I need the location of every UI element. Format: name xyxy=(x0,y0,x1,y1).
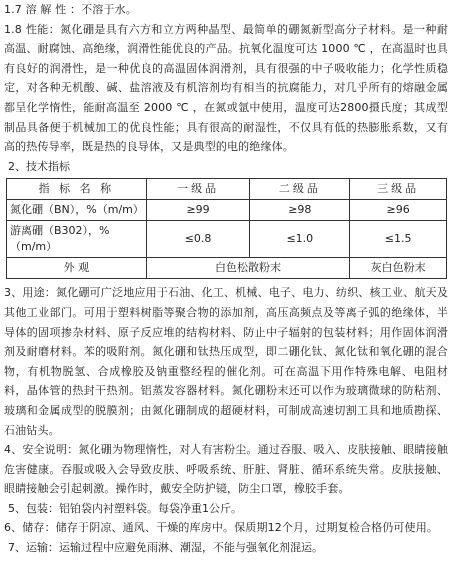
row-free-boron-grade3: ≤1.5 xyxy=(350,221,447,258)
header-cell-name: 指 标 名 称 xyxy=(7,179,147,200)
header-cell-grade1: 一级品 xyxy=(146,179,250,200)
appearance-grade12: 白色松散粉末 xyxy=(146,258,349,279)
tech-spec-table xyxy=(6,178,447,279)
header-cell-grade3: 三级品 xyxy=(350,179,447,200)
header-cell-grade2: 二级品 xyxy=(250,179,350,200)
table-row xyxy=(7,258,447,279)
transport-line: 7、运输：运输过程中应避免雨淋、潮湿，不能与强氧化剂混运。 xyxy=(8,541,323,555)
row-free-boron-grade1: ≤0.8 xyxy=(146,221,250,258)
storage-paragraph: 6、储存：储存于阴凉、通风、干燥的库房中。保质期12个月，过期复检合格仍可使用。 xyxy=(4,521,438,535)
row-label-free-boron: 游离硼（B302），%（m/m） xyxy=(7,221,147,258)
tech-spec-heading: 2、技术指标 xyxy=(8,159,70,173)
row-bn-grade2: ≥98 xyxy=(250,200,350,221)
document-body xyxy=(4,0,448,558)
table-header-row xyxy=(7,179,447,200)
row-label-bn: 氮化硼（BN），%（m/m） xyxy=(7,200,147,221)
row-bn-grade3: ≥96 xyxy=(350,200,447,221)
performance-paragraph: 1.8 性能：氮化硼是具有六方和立方两种晶型、最简单的硼氮新型高分子材料。是一种耐高温、耐腐蚀、高绝缘，润滑性能优良的产品。抗氧化温度可达 1000 ℃ ，在高温时也具有良好的润滑性，是一种优良的高温固体润滑剂，具有很强的中子吸收能力；化学性质稳定，对各种无机酸、碱、盐溶液及有机溶剂均有相当的抗腐能力，对几乎所有的熔融金属都呈化学惰性，能耐高温至 2000 ℃ ，在氮或氩中使用，温度可达2800摄氏度；其成型制品具备便于机械加工的优良性能；具有很高的耐湿性，不仅具有低的热膨胀系数，又有高的热传导率，既是热的良导体，又是典型的电的绝缘体。 xyxy=(4,22,448,154)
usage-paragraph: 3、用途：氮化硼可广泛地应用于石油、化工、机械、电子、电力、纺织、核工业、航天及其他工业部门。可用于塑料树脂等聚合物的添加剂，高压高频点及等离子弧的绝缘体，半导体的固项掺杂材料、原子反应堆的结构材料、防止中子辐射的包装材料；用作固体润滑剂及耐磨材料。苯的吸附剂。氮化硼和钛热压成型，即二硼化钛、氮化钛和氧化硼的混合物，有机物脱氢、合成橡胶及钠重整经程的催化剂。可在高温下用作特殊电解、电阻材料，晶体管的热封干热剂。铝蒸发容器材料。氮化硼粉末还可以作为玻璃微球的防粘剂、玻璃和金属成型的脱膜剂；由氮化硼制成的超硬材料，可制成高速切割工具和地质勘探、石油钻头。 xyxy=(4,286,448,437)
row-free-boron-grade2: ≤1.0 xyxy=(250,221,350,258)
row-bn-grade1: ≥99 xyxy=(146,200,250,221)
safety-paragraph: 4、安全说明：氮化硼为物理惰性，对人有害粉尘。通过吞服、吸入、皮肤接触、眼睛接触危害健康。吞服或吸入会导致皮肤、呼吸系统、肝脏、肾脏、循环系统失常。皮肤接触、眼睛接触会引起刺激。操作时，戴安全防护镜，防尘口罩，橡胶手套。 xyxy=(4,443,448,496)
appearance-grade3: 灰白色粉末 xyxy=(350,258,447,279)
packaging-line: 5、包装：铝铂袋内衬塑料袋。每袋净重1公斤。 xyxy=(8,501,242,515)
table-row xyxy=(7,200,447,221)
table-row xyxy=(7,221,447,258)
solubility-line: 1.7 溶 解 性 ：不溶于水。 xyxy=(4,3,137,16)
row-label-appearance: 外 观 xyxy=(7,258,147,279)
